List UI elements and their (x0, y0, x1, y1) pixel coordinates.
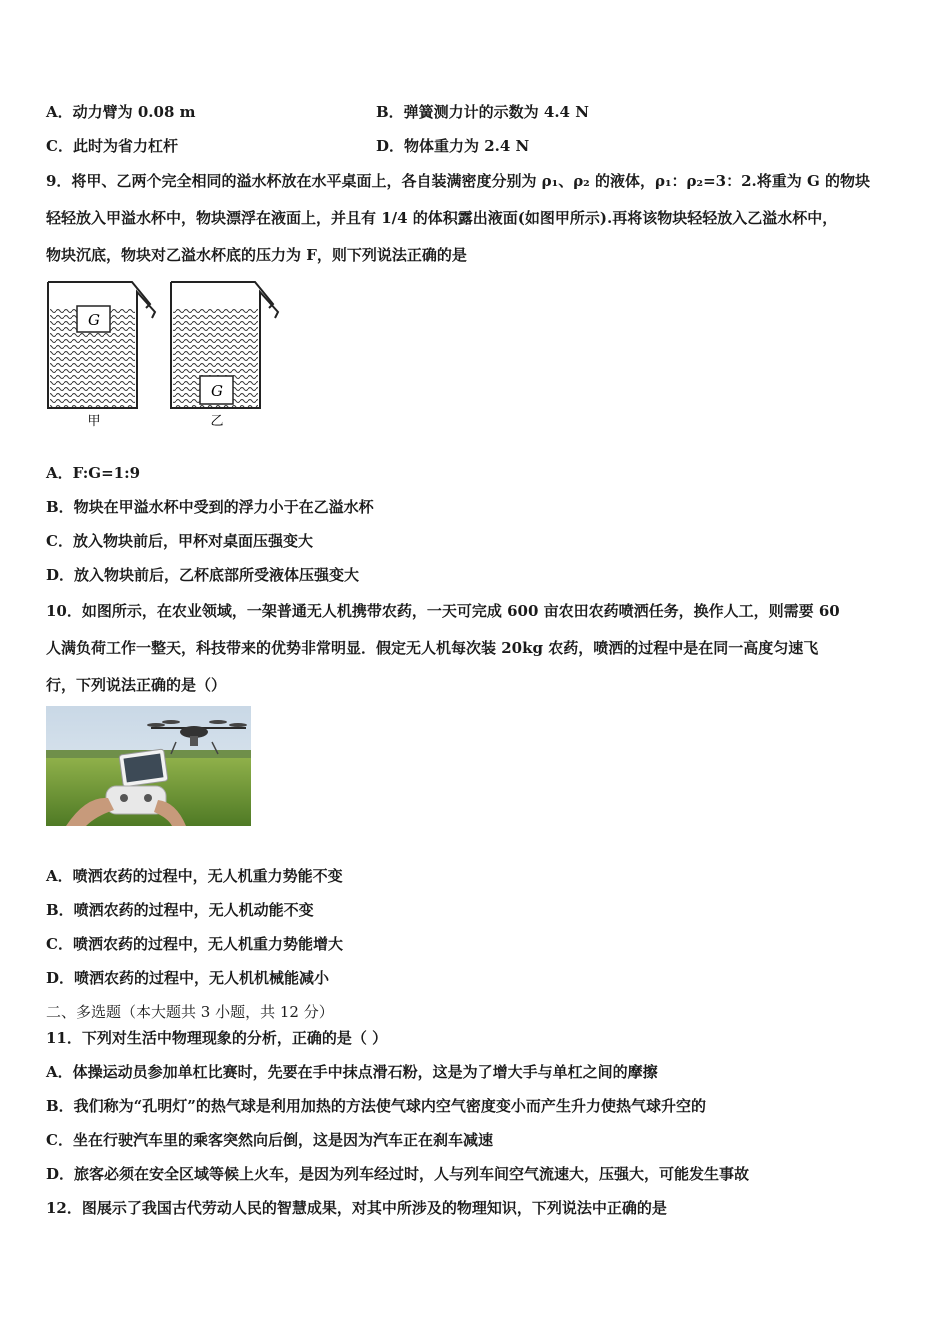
q9-stem-line-3: 物块沉底，物块对乙溢水杯底的压力为 F，则下列说法正确的是 (46, 246, 467, 264)
q10-stem-line-1: 10．如图所示，在农业领域，一架普通无人机携带农药，一天可完成 600 亩农田农药喷洒任务，换作人工，则需要 60 (46, 602, 840, 620)
q8-option-c: C．此时为省力杠杆 (46, 137, 178, 155)
q9-stem-line-1: 9．将甲、乙两个完全相同的溢水杯放在水平桌面上，各自装满密度分别为 ρ₁、ρ₂ 的液体，ρ₁：ρ₂=3：2.将重为 G 的物块 (46, 172, 870, 190)
q9-option-a: A．F:G=1:9 (46, 464, 141, 482)
q8-option-d: D．物体重力为 2.4 N (376, 137, 530, 155)
overflow-cups-figure (40, 278, 290, 433)
q11-stem: 11．下列对生活中物理现象的分析，正确的是（ ） (46, 1029, 388, 1047)
q11-option-a: A．体操运动员参加单杠比赛时，先要在手中抹点滑石粉，这是为了增大手与单杠之间的摩擦 (46, 1063, 658, 1081)
q9-stem-line-2: 轻轻放入甲溢水杯中，物块漂浮在液面上，并且有 1/4 的体积露出液面(如图甲所示).再将该物块轻轻放入乙溢水杯中， (46, 209, 838, 227)
q8-option-a: A．动力臂为 0.08 m (46, 103, 196, 121)
q8-option-b: B．弹簧测力计的示数为 4.4 N (376, 103, 589, 121)
q11-option-c: C．坐在行驶汽车里的乘客突然向后倒，这是因为汽车正在刹车减速 (46, 1131, 493, 1149)
q10-option-c: C．喷洒农药的过程中，无人机重力势能增大 (46, 935, 343, 953)
q12-stem: 12．图展示了我国古代劳动人民的智慧成果，对其中所涉及的物理知识，下列说法中正确的是 (46, 1199, 667, 1217)
q9-option-c: C．放入物块前后，甲杯对桌面压强变大 (46, 532, 313, 550)
cup-b (171, 282, 278, 429)
q10-stem-line-2: 人满负荷工作一整天，科技带来的优势非常明显．假定无人机每次装 20kg 农药，喷洒的过程中是在同一高度匀速飞 (46, 639, 819, 657)
cup-a (48, 282, 155, 429)
drone-photo (46, 706, 251, 826)
q10-stem-line-3: 行，下列说法正确的是（） (46, 676, 227, 694)
q9-option-b: B．物块在甲溢水杯中受到的浮力小于在乙溢水杯 (46, 498, 374, 516)
q10-option-b: B．喷洒农药的过程中，无人机动能不变 (46, 901, 314, 919)
cup-a-label: 甲 (87, 414, 101, 429)
section-heading: 二、多选题（本大题共 3 小题，共 12 分） (46, 1003, 334, 1021)
q11-option-b: B．我们称为“孔明灯”的热气球是利用加热的方法使气球内空气密度变小而产生升力使热气球升空的 (46, 1097, 706, 1115)
q11-option-d: D．旅客必须在安全区域等候上火车，是因为列车经过时，人与列车间空气流速大，压强大，可能发生事故 (46, 1165, 750, 1183)
q10-option-a: A．喷洒农药的过程中，无人机重力势能不变 (46, 867, 343, 885)
q10-option-d: D．喷洒农药的过程中，无人机机械能减小 (46, 969, 330, 987)
cup-b-label: 乙 (210, 414, 224, 429)
block-label-a: G (88, 311, 100, 329)
q9-option-d: D．放入物块前后，乙杯底部所受液体压强变大 (46, 566, 360, 584)
block-label-b: G (211, 382, 223, 400)
